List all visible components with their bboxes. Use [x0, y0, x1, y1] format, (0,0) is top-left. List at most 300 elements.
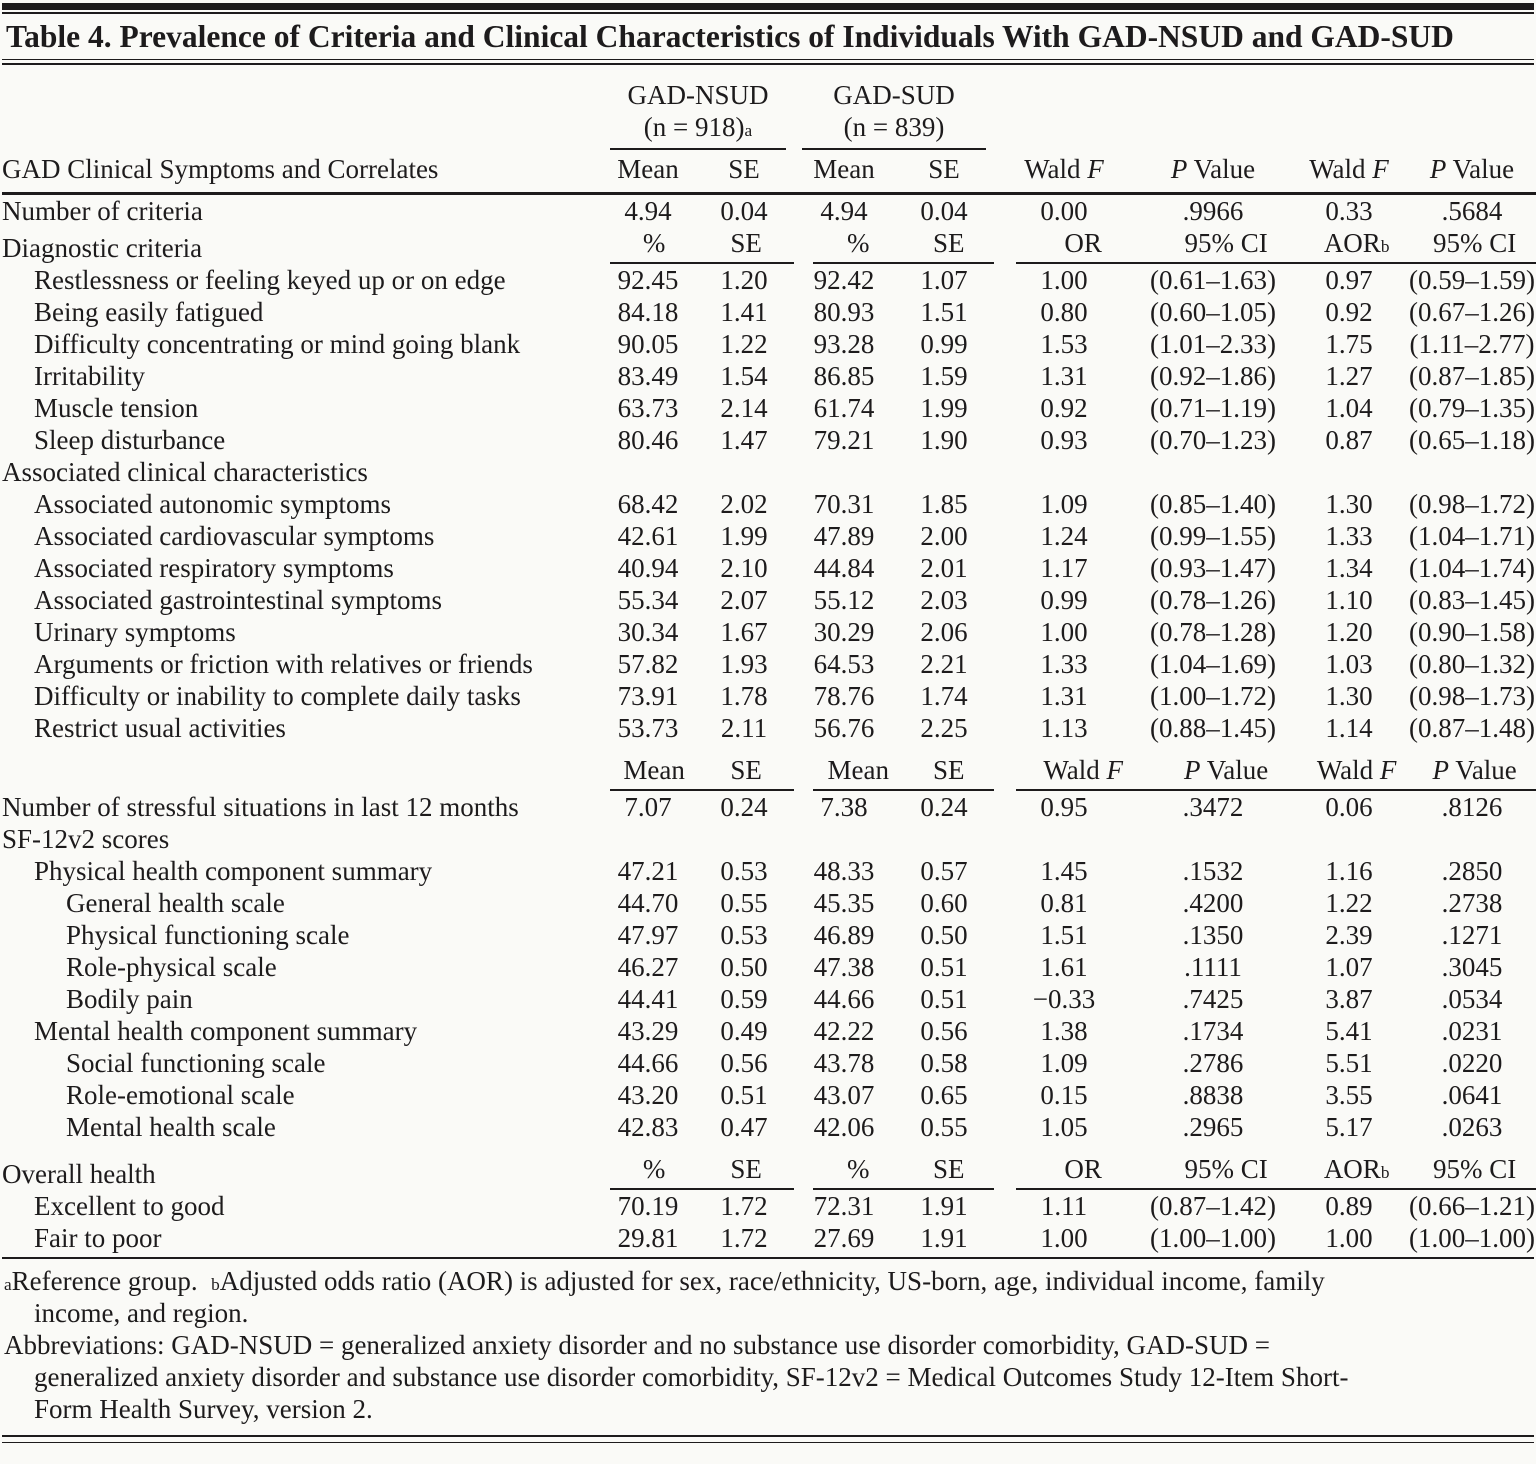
cell-value: 1.04 [1325, 393, 1373, 423]
column-header: SE [694, 150, 794, 194]
subheader-cell: SE [730, 228, 762, 258]
data-table [2, 79, 1536, 1254]
table-row [2, 360, 1536, 392]
cell-value: 0.53 [720, 920, 768, 950]
table-row [2, 328, 1536, 360]
cell-value: (0.98–1.72) [1409, 489, 1535, 519]
subheader-cell: % [642, 228, 666, 258]
cell-value: 2.07 [720, 585, 768, 615]
cell-value: 0.00 [1040, 196, 1088, 226]
cell-value: 44.66 [813, 984, 875, 1014]
cell-value: 1.33 [1040, 649, 1088, 679]
cell-value: .8838 [1182, 1080, 1244, 1110]
cell-value: 1.67 [720, 617, 768, 647]
cell-value: 64.53 [813, 649, 875, 679]
subheader-underline [1016, 227, 1536, 264]
cell-value: 46.89 [813, 920, 875, 950]
cell-value: 63.73 [617, 393, 679, 423]
subheader-cell: SE [730, 1154, 762, 1184]
cell-value: 1.09 [1040, 1048, 1088, 1078]
cell-value: (0.70–1.23) [1150, 425, 1276, 455]
cell-value: 2.14 [720, 393, 768, 423]
cell-value: 1.03 [1325, 649, 1373, 679]
cell-value: (0.66–1.21) [1409, 1191, 1535, 1221]
cell-value: 45.35 [813, 888, 875, 918]
column-header: Mean [794, 150, 894, 194]
row-label: Associated autonomic symptoms [34, 489, 391, 519]
cell-value: 1.20 [1325, 617, 1373, 647]
cell-value: (0.87–1.42) [1150, 1191, 1276, 1221]
table-row [2, 488, 1536, 520]
top-rule-thick [2, 3, 1534, 10]
subheader-underline [610, 1153, 794, 1190]
section-row [2, 456, 1536, 488]
cell-value: 1.54 [720, 361, 768, 391]
table-row [2, 1015, 1536, 1047]
cell-value: 0.56 [720, 1048, 768, 1078]
cell-value: 1.27 [1325, 361, 1373, 391]
cell-value: 0.92 [1325, 297, 1373, 327]
cell-value: (1.00–1.72) [1150, 681, 1276, 711]
cell-value: 1.07 [1325, 952, 1373, 982]
cell-value: 4.94 [624, 196, 672, 226]
row-label: Restrict usual activities [34, 713, 286, 743]
table-row [2, 552, 1536, 584]
cell-value: 1.59 [920, 361, 968, 391]
cell-value: .2965 [1182, 1112, 1244, 1142]
cell-value: 1.00 [1040, 265, 1088, 295]
row-label: Being easily fatigued [34, 297, 264, 327]
cell-value: .1734 [1182, 1016, 1244, 1046]
cell-value: 2.21 [920, 649, 968, 679]
cell-value: 0.04 [920, 196, 968, 226]
table-row [2, 520, 1536, 552]
column-header: P Value [1134, 150, 1292, 194]
cell-value: 42.22 [813, 1016, 875, 1046]
cell-value: 27.69 [813, 1223, 875, 1253]
cell-value: 1.31 [1040, 681, 1088, 711]
cell-value: 86.85 [813, 361, 875, 391]
cell-value: (0.99–1.55) [1150, 521, 1276, 551]
cell-value: 0.60 [920, 888, 968, 918]
row-label: Physical health component summary [34, 856, 433, 886]
cell-value: 0.92 [1040, 393, 1088, 423]
cell-value: .1350 [1182, 920, 1244, 950]
subheader-cell: % [847, 1154, 870, 1184]
cell-value: .0534 [1441, 984, 1503, 1014]
row-label: Overall health [2, 1159, 156, 1189]
cell-value: 1.05 [1040, 1112, 1088, 1142]
cell-value: (0.61–1.63) [1150, 265, 1276, 295]
cell-value: 0.97 [1325, 265, 1373, 295]
cell-value: (0.71–1.19) [1150, 393, 1276, 423]
row-label: Associated respiratory symptoms [34, 553, 394, 583]
row-label: Arguments or friction with relatives or friends [34, 649, 533, 679]
row-label: Irritability [34, 361, 145, 391]
subheader-cell: SE [730, 755, 762, 785]
cell-value: 2.11 [720, 713, 768, 743]
cell-value: (1.00–1.00) [1409, 1223, 1535, 1253]
cell-value: 1.11 [1040, 1191, 1088, 1221]
cell-value: (0.78–1.28) [1150, 617, 1276, 647]
cell-value: (0.67–1.26) [1409, 297, 1535, 327]
subheader-group [602, 744, 794, 791]
cell-value: 7.38 [820, 792, 868, 822]
subheader-underline [610, 754, 794, 791]
cell-value: 70.31 [813, 489, 875, 519]
cell-value: 0.81 [1040, 888, 1088, 918]
subheader-cell: Wald F [1043, 755, 1123, 785]
row-label: Sleep disturbance [34, 425, 226, 455]
subheader-group [994, 744, 1536, 791]
subheader-underline [1016, 754, 1536, 791]
table-row [2, 951, 1536, 983]
cell-value: .8126 [1441, 792, 1503, 822]
table-row [2, 616, 1536, 648]
cell-value: (0.92–1.86) [1150, 361, 1276, 391]
cell-value: 0.95 [1040, 792, 1088, 822]
cell-value: 47.89 [813, 521, 875, 551]
cell-value: 1.90 [920, 425, 968, 455]
row-label: Restlessness or feeling keyed up or on edge [34, 265, 506, 295]
cell-value: 0.51 [720, 1080, 768, 1110]
row-label: Difficulty concentrating or mind going blank [34, 329, 521, 359]
cell-value: 44.70 [617, 888, 679, 918]
cell-value: 0.56 [920, 1016, 968, 1046]
subheader-group [602, 1143, 794, 1190]
cell-value: 47.21 [617, 856, 679, 886]
cell-value: 68.42 [617, 489, 679, 519]
cell-value: 42.61 [617, 521, 679, 551]
cell-value: 1.17 [1040, 553, 1088, 583]
subheader-underline [813, 227, 994, 264]
cell-value: .1532 [1182, 856, 1244, 886]
cell-value: 0.51 [920, 952, 968, 982]
cell-value: 80.93 [813, 297, 875, 327]
cell-value: (0.93–1.47) [1150, 553, 1276, 583]
row-label: Mental health component summary [34, 1016, 418, 1046]
cell-value: 0.80 [1040, 297, 1088, 327]
cell-value: 0.24 [920, 792, 968, 822]
cell-value: (0.78–1.26) [1150, 585, 1276, 615]
cell-value: 93.28 [813, 329, 875, 359]
cell-value: 0.24 [720, 792, 768, 822]
table-body [2, 194, 1536, 1255]
cell-value: .1271 [1441, 920, 1503, 950]
subheader-cell: 95% CI [1433, 228, 1517, 258]
row-label: Muscle tension [34, 393, 199, 423]
cell-value: 1.33 [1325, 521, 1373, 551]
stat-spacer [994, 79, 1536, 150]
cell-value: 70.19 [617, 1191, 679, 1221]
cell-value: 0.04 [720, 196, 768, 226]
row-label: Urinary symptoms [34, 617, 236, 647]
cell-value: 61.74 [813, 393, 875, 423]
cell-value: 0.87 [1325, 425, 1373, 455]
cell-value: 0.59 [720, 984, 768, 1014]
footnote-marker: a [4, 1275, 12, 1294]
row-label: Role-emotional scale [66, 1080, 295, 1110]
subheader-cell: P Value [1432, 755, 1517, 785]
page-bottom-rule [2, 1435, 1534, 1437]
subheader-row [2, 1143, 1536, 1190]
cell-value: .0231 [1441, 1016, 1503, 1046]
cell-value: 57.82 [617, 649, 679, 679]
row-label: Social functioning scale [66, 1048, 326, 1078]
row-label: Difficulty or inability to complete daily tasks [34, 681, 521, 711]
table-row [2, 680, 1536, 712]
column-header: Wald F [1292, 150, 1406, 194]
title-double-rule [2, 59, 1534, 65]
cell-value: (0.88–1.45) [1150, 713, 1276, 743]
cell-value: 2.02 [720, 489, 768, 519]
cell-value: 0.55 [920, 1112, 968, 1142]
subheader-cell: Mean [827, 755, 889, 785]
cell-value: 0.53 [720, 856, 768, 886]
cell-value: 1.14 [1325, 713, 1373, 743]
cell-value: 44.41 [617, 984, 679, 1014]
cell-value: (0.83–1.45) [1409, 585, 1535, 615]
cell-value: 1.51 [1040, 920, 1088, 950]
table-row [2, 1079, 1536, 1111]
subheader-cell: SE [932, 228, 965, 258]
column-header: P Value [1406, 150, 1536, 194]
cell-value: 5.17 [1325, 1112, 1373, 1142]
cell-value: 1.61 [1040, 952, 1088, 982]
cell-value: 0.15 [1040, 1080, 1088, 1110]
cell-value: 1.93 [720, 649, 768, 679]
cell-value: 72.31 [813, 1191, 875, 1221]
subheader-row [2, 744, 1536, 791]
subheader-cell: P Value [1184, 755, 1269, 785]
cell-value: .1111 [1184, 952, 1242, 982]
group-name: GAD-SUD [833, 80, 955, 110]
cell-value: 1.30 [1325, 489, 1373, 519]
row-label: Physical functioning scale [66, 920, 350, 950]
table-row [2, 791, 1536, 823]
table-row [2, 1190, 1536, 1222]
cell-value: 44.84 [813, 553, 875, 583]
cell-value: 1.45 [1040, 856, 1088, 886]
cell-value: 1.72 [720, 1191, 768, 1221]
cell-value: 92.42 [813, 265, 875, 295]
table-row [2, 855, 1536, 887]
cell-value: 40.94 [617, 553, 679, 583]
row-label: Excellent to good [34, 1191, 225, 1221]
cell-value: 46.27 [617, 952, 679, 982]
cell-value: 0.89 [1325, 1191, 1373, 1221]
cell-value: 1.16 [1325, 856, 1373, 886]
group-n: (n = 839) [843, 112, 945, 142]
cell-value: 1.78 [720, 681, 768, 711]
cell-value: 53.73 [617, 713, 679, 743]
cell-value: 1.00 [1040, 617, 1088, 647]
cell-value: 0.50 [720, 952, 768, 982]
column-header: SE [894, 150, 994, 194]
subheader-row [2, 227, 1536, 264]
cell-value: .9966 [1182, 196, 1244, 226]
cell-value: .2786 [1182, 1048, 1244, 1078]
row-label [2, 744, 602, 791]
cell-value: 1.47 [720, 425, 768, 455]
cell-value: (1.00–1.00) [1150, 1223, 1276, 1253]
cell-value: 30.29 [813, 617, 875, 647]
cell-value: .7425 [1182, 984, 1244, 1014]
footnotes [2, 1259, 1384, 1429]
cell-value: −0.33 [1032, 984, 1096, 1014]
cell-value: 0.58 [920, 1048, 968, 1078]
cell-value: 2.25 [920, 713, 968, 743]
cell-value: .4200 [1182, 888, 1244, 918]
cell-value: (0.98–1.73) [1409, 681, 1535, 711]
cell-value: 43.20 [617, 1080, 679, 1110]
cell-value: 56.76 [813, 713, 875, 743]
cell-value: 1.74 [920, 681, 968, 711]
cell-value: 1.07 [920, 265, 968, 295]
group-header [802, 79, 986, 150]
cell-value: (1.01–2.33) [1150, 329, 1276, 359]
page-bottom-rule-thin [2, 1442, 1534, 1443]
row-label: Associated clinical characteristics [2, 457, 368, 487]
cell-value: .3472 [1182, 792, 1244, 822]
subheader-cell: OR [1064, 1154, 1102, 1184]
cell-value: 43.78 [813, 1048, 875, 1078]
cell-value: 0.99 [920, 329, 968, 359]
subheader-cell: OR [1064, 228, 1102, 258]
table-row [2, 648, 1536, 680]
cell-value: 1.75 [1325, 329, 1373, 359]
table-row [2, 712, 1536, 744]
cell-value: 1.22 [720, 329, 768, 359]
subheader-cell: % [642, 1154, 666, 1184]
table-row [2, 1047, 1536, 1079]
cell-value: 1.41 [720, 297, 768, 327]
cell-value: 1.99 [920, 393, 968, 423]
row-label: Associated cardiovascular symptoms [34, 521, 435, 551]
cell-value: .0641 [1441, 1080, 1503, 1110]
cell-value: 1.53 [1040, 329, 1088, 359]
row-label: Number of criteria [2, 196, 203, 226]
cell-value: .2850 [1441, 856, 1503, 886]
cell-value: (0.59–1.59) [1409, 265, 1535, 295]
footnote: Abbreviations: GAD-NSUD = generalized anxiety disorder and no substance use disorder comorbidity, GAD-SUD = generalized anxiety disorder and substance use disorder comorbidity, SF-12v2 = Medical Outcomes Study 12-Item Short-Form Health Survey, version 2. [4, 1330, 1349, 1424]
cell-value: 1.38 [1040, 1016, 1088, 1046]
subheader-group [794, 744, 994, 791]
subheader-cell: 95% CI [1433, 1154, 1517, 1184]
cell-value: .0220 [1441, 1048, 1503, 1078]
cell-value: 5.51 [1325, 1048, 1373, 1078]
subheader-cell: Mean [623, 755, 685, 785]
cell-value: (0.87–1.48) [1409, 713, 1535, 743]
cell-value: 48.33 [813, 856, 875, 886]
cell-value: 1.99 [720, 521, 768, 551]
cell-value: 47.38 [813, 952, 875, 982]
group-header [610, 79, 786, 150]
cell-value: 3.87 [1325, 984, 1373, 1014]
row-label: Fair to poor [34, 1223, 162, 1253]
cell-value: 0.57 [920, 856, 968, 886]
table-title: Table 4. Prevalence of Criteria and Clinical Characteristics of Individuals With GAD-NSUD and GAD-SUD [6, 19, 1454, 54]
cell-value: 0.65 [920, 1080, 968, 1110]
cell-value: (1.04–1.74) [1409, 553, 1535, 583]
cell-value: 2.01 [920, 553, 968, 583]
subheader-underline [813, 1153, 994, 1190]
subheader-cell: SE [932, 755, 965, 785]
row-label: Diagnostic criteria [2, 233, 203, 263]
cell-value: 3.55 [1325, 1080, 1373, 1110]
cell-value: (0.87–1.85) [1409, 361, 1535, 391]
table-row [2, 983, 1536, 1015]
row-label: Number of stressful situations in last 12 months [2, 792, 519, 822]
subheader-group [994, 227, 1536, 264]
subheader-underline [1016, 1153, 1536, 1190]
cell-value: 83.49 [617, 361, 679, 391]
cell-value: (0.80–1.32) [1409, 649, 1535, 679]
cell-value: 0.06 [1325, 792, 1373, 822]
cell-value: (1.04–1.69) [1150, 649, 1276, 679]
cell-value: 47.97 [617, 920, 679, 950]
cell-value: 0.47 [720, 1112, 768, 1142]
cell-value: 0.99 [1040, 585, 1088, 615]
cell-value: 2.39 [1325, 920, 1373, 950]
cell-value: 2.06 [920, 617, 968, 647]
cell-value: 1.09 [1040, 489, 1088, 519]
table-row [2, 264, 1536, 296]
table-row [2, 584, 1536, 616]
cell-value: 1.91 [920, 1223, 968, 1253]
table-figure [0, 3, 1536, 1443]
row-label: SF-12v2 scores [2, 824, 170, 854]
cell-value: 78.76 [813, 681, 875, 711]
cell-value: 1.00 [1325, 1223, 1373, 1253]
cell-value: 1.30 [1325, 681, 1373, 711]
subheader-group [794, 1143, 994, 1190]
cell-value: 0.50 [920, 920, 968, 950]
cell-value: 1.91 [920, 1191, 968, 1221]
subheader-cell: 95% CI [1184, 1154, 1268, 1184]
cell-value: 2.10 [720, 553, 768, 583]
cell-value: 79.21 [813, 425, 875, 455]
cell-value: 90.05 [617, 329, 679, 359]
table-row [2, 1222, 1536, 1254]
cell-value: 1.00 [1040, 1223, 1088, 1253]
cell-value: 1.85 [920, 489, 968, 519]
cell-value: 0.55 [720, 888, 768, 918]
cell-value: .0263 [1441, 1112, 1503, 1142]
cell-value: 1.22 [1325, 888, 1373, 918]
subheader-underline [813, 754, 994, 791]
row-label: General health scale [66, 888, 285, 918]
subheader-cell: % [847, 228, 870, 258]
cell-value: 7.07 [624, 792, 672, 822]
cell-value: (1.11–2.77) [1409, 329, 1535, 359]
cell-value: 1.34 [1325, 553, 1373, 583]
cell-value: 73.91 [617, 681, 679, 711]
cell-value: 44.66 [617, 1048, 679, 1078]
cell-value: 30.34 [617, 617, 679, 647]
cell-value: 42.83 [617, 1112, 679, 1142]
cell-value: (0.85–1.40) [1150, 489, 1276, 519]
table-row [2, 887, 1536, 919]
subheader-cell: SE [932, 1154, 965, 1184]
group-header-cell [794, 79, 994, 150]
cell-value: .5684 [1441, 196, 1503, 226]
table-row [2, 194, 1536, 228]
group-header-cell [602, 79, 794, 150]
subheader-cell: 95% CI [1184, 228, 1268, 258]
cell-value: (0.65–1.18) [1409, 425, 1535, 455]
table-row [2, 424, 1536, 456]
